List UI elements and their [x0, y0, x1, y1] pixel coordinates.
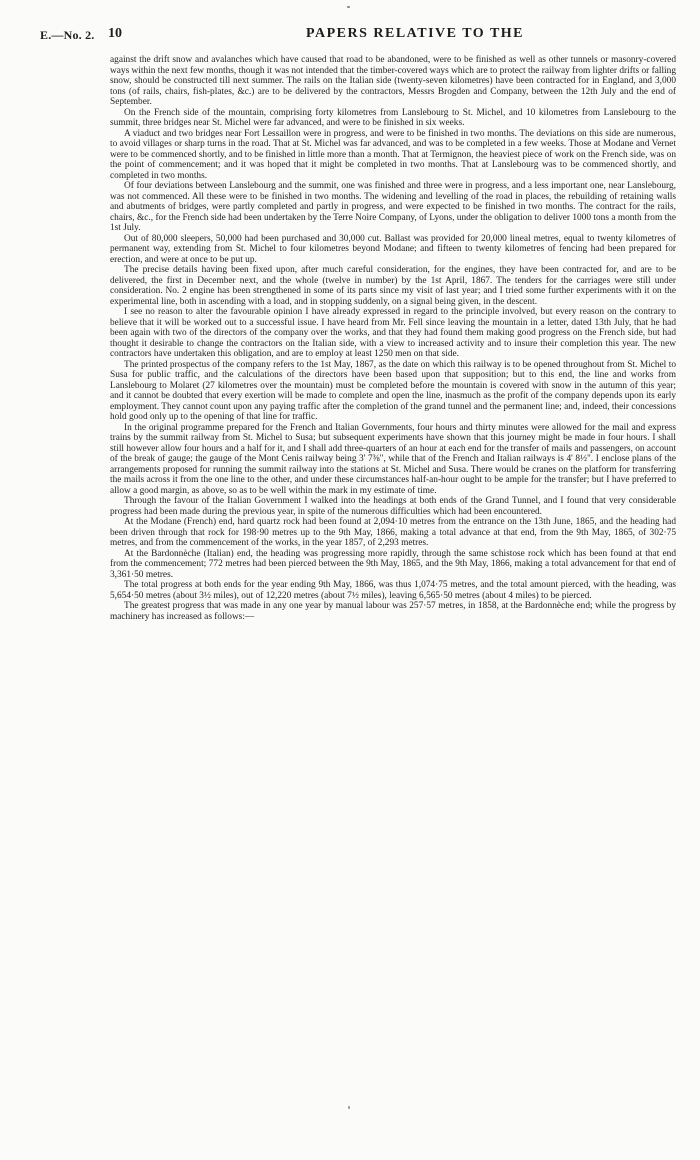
paragraph: I see no reason to alter the favourable opinion I have already expressed in regard to the principle involved, but every reason on the contrary to believe that it will be worked out to a successful issue. I have heard from Mr. Fell since leaving the mountain in a letter, dated 13th July, that he had been again with two of the directors of the company over the works, and that they had found them making good progress on the French side, but had thought it desirable to change the contractors on the Italian side, with a view to increased activity and to insure their completion this year. The new contractors have undertaken this obligation, and are to employ at least 1250 men on that side.: [110, 307, 676, 359]
paragraph: A viaduct and two bridges near Fort Lessaillon were in progress, and were to be finished in two months. The deviations on this side are numerous, to avoid villages or sharp turns in the road. That at St. Michel was far advanced, and was to be completed in a few weeks. Those at Modane and Vernet were to be commenced shortly, and to be finished in little more than a month. That at Termignon, the heaviest piece of work on the French side, was on the point of commencement; and it was hoped that it might be completed in two months. That at Lanslebourg was to be commenced shortly, and completed in two months.: [110, 128, 676, 181]
paragraph: Of four deviations between Lanslebourg and the summit, one was finished and three were in progress, and a less important one, near Lanslebourg, was not commenced. All these were to be finished in two months. The widening and levelling of the road in places, the rebuilding of retaining walls and abutments of bridges, were partly completed and partly in progress, and were expected to be finished in two months. The contract for the rails, chairs, &c., for the French side had been undertaken by the Terre Noire Company, of Lyons, under the obligation to deliver 1000 tons a month from the 1st July.: [110, 181, 676, 233]
page-speck: [348, 1106, 350, 1109]
running-header: [40, 26, 680, 46]
paragraph: The printed prospectus of the company refers to the 1st May, 1867, as the date on which this railway is to be opened throughout from St. Michel to Susa for public traffic, and the calculations of the directors have been based upon that supposition; but to this end, the line and works from Lanslebourg to Molaret (27 kilometres over the mountain) must be completed before the mountain is covered with snow in the autumn of this year; and it cannot be doubted that every exertion will be made to complete and open the line, inasmuch as the profit of the company depends upon its early employment. They cannot count upon any paying traffic after the completion of the grand tunnel and the permanent line; and, indeed, their concessions hold good only up to the opening of that line for traffic.: [110, 359, 676, 422]
page-number: 10: [108, 26, 122, 41]
paragraph: At the Bardonnèche (Italian) end, the heading was progressing more rapidly, through the same schistose rock which has been found at that end from the commencement; 772 metres had been pierced between the 9th May, 1865, and the 9th May, 1866, making a total advancement for that end of 3,361·50 metres.: [110, 548, 676, 580]
paragraph: The greatest progress that was made in any one year by manual labour was 257·57 metres, in 1858, at the Bardonnèche end; while the progress by machinery has increased as follows:—: [110, 601, 676, 622]
series-reference: E.—No. 2.: [40, 28, 95, 42]
paragraph: In the original programme prepared for the French and Italian Governments, four hours and thirty minutes were allowed for the mail and express trains by the summit railway from St. Michel to Susa; but subsequent experiments have shown that this journey might be made in four hours. I shall still however allow four hours and a half for it, and I shall add three-quarters of an hour at each end for the transfer of mails and passengers, on account of the break of gauge; the gauge of the Mont Cenis railway being 3' 7⅜", while that of the French and Italian railways is 4' 8½". I enclose plans of the arrangements proposed for running the summit railway into the stations at St. Michel and Susa. There would be cranes on the platform for transferring the mails across it from the one line to the other, and under these circumstances half-an-hour ought to be ample for the transfer; but I have preferred to allow a good margin, as above, so as to be well within the mark in my estimate of time.: [110, 422, 676, 496]
paragraph: Through the favour of the Italian Government I walked into the headings at both ends of the Grand Tunnel, and I found that very considerable progress had been made during the previous year, in spite of the numerous difficulties which had been encountered.: [110, 496, 676, 517]
paragraph: The total progress at both ends for the year ending 9th May, 1866, was thus 1,074·75 metres, and the total amount pierced, with the heading, was 5,654·50 metres (about 3½ miles), out of 12,220 metres (about 7½ miles), leaving 6,565·50 metres (about 4 miles) to be pierced.: [110, 580, 676, 601]
paragraph: Out of 80,000 sleepers, 50,000 had been purchased and 30,000 cut. Ballast was provided for 20,000 lineal metres, equal to twenty kilometres of permanent way, extending from St. Michel to four kilometres beyond Modane; and fifteen to twenty kilometres of fencing had been prepared for erection, and were at once to be put up.: [110, 233, 676, 265]
paragraph: The precise details having been fixed upon, after much careful consideration, for the engines, they have been contracted for, and are to be delivered, the first in December next, and the whole (twelve in number) by the 1st April, 1867. The tenders for the carriages were still under consideration. No. 2 engine has been strengthened in some of its parts since my visit of last year; and I tried some further experiments with it on the experimental line, both in ascending with a load, and in stopping suddenly, on a signal being given, in the descent.: [110, 265, 676, 307]
paragraph: At the Modane (French) end, hard quartz rock had been found at 2,094·10 metres from the entrance on the 13th June, 1865, and the heading had been driven through that rock for 198·90 metres up to the 9th May, 1866, making a total advance at that end, from the 9th May, 1865, of 302·75 metres, and from the commencement of the works, in the year 1857, of 2,293 metres.: [110, 517, 676, 548]
body-text: [110, 55, 676, 622]
page-title: PAPERS RELATIVE TO THE: [305, 26, 525, 41]
paragraph: On the French side of the mountain, comprising forty kilometres from Lanslebourg to St. Michel, and 10 kilometres from Lanslebourg to the summit, three bridges near St. Michel were far advanced, and were to be finished in six weeks.: [110, 107, 676, 128]
page-speck: [347, 6, 350, 8]
paragraph: against the drift snow and avalanches which have caused that road to be abandoned, were to be finished as well as other tunnels or masonry-covered ways within the next few months, though it was not intended that the timber-covered ways which are to protect the railway from lighter drifts or falling snow, should be constructed till next summer. The rails on the Italian side (twenty-seven kilometres) have been contracted for in England, and 3,000 tons (of rails, chairs, fish-plates, &c.) are to be delivered by the contractors, Messrs Brogden and Company, between the 12th July and the end of September.: [110, 55, 676, 107]
